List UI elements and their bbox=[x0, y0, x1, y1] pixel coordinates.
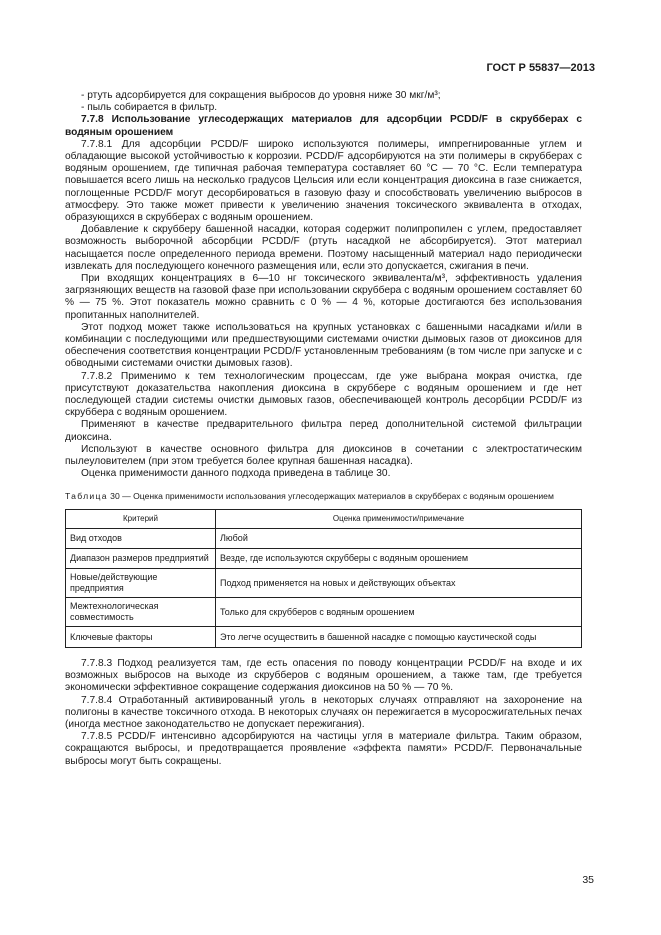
document-header: ГОСТ Р 55837—2013 bbox=[486, 62, 595, 74]
table-caption bbox=[65, 491, 582, 502]
paragraph: Оценка применимости данного подхода приведена в таблице 30. bbox=[81, 468, 391, 480]
paragraph: Добавление к скрубберу башенной насадки, которая содержит полипропилен с углем, предоставляет возможность выборочной абсорбции PCDD/F (ртуть насадкой не абсорбируется). Этот материал насыщается после определенного периода времени. Поэтому насыщенный материал надо периодически извлекать для последующего конечного размещения или, если это допускается, сжигания в печи. bbox=[65, 224, 582, 272]
table-cell: Это легче осуществить в башенной насадке с помощью каустической соды bbox=[216, 627, 582, 648]
table-row bbox=[66, 529, 582, 549]
table-cell: Новые/действующие предприятия bbox=[66, 569, 216, 598]
table-cell: Подход применяется на новых и действующих объектах bbox=[216, 569, 582, 598]
table-cell: Вид отходов bbox=[66, 529, 216, 549]
bullet-item: - пыль собирается в фильтр. bbox=[81, 102, 218, 114]
paragraph: 7.7.8.5 PCDD/F интенсивно адсорбируются на частицы угля в материале фильтра. Таким образом, сокращаются выбросы, и предотвращается проявление «эффекта памяти» PCDD/F. Первоначальные выбросы могут быть сокращены. bbox=[65, 731, 582, 767]
paragraph: Применяют в качестве предварительного фильтра перед дополнительной системой фильтрации диоксина. bbox=[65, 419, 582, 443]
page-number: 35 bbox=[582, 874, 594, 886]
table-cell: Везде, где используются скрубберы с водяным орошением bbox=[216, 549, 582, 569]
paragraph: Этот подход может также использоваться на крупных установках с башенными насадками и/или в комбинации с последующими или предшествующими системами очистки дымовых газов от диоксинов для обеспечения соответствия концентрации PCDD/F установленным требованиям (в том числе при запуске и с обводными системами очистки дымовых газов). bbox=[65, 321, 582, 370]
table-header-row bbox=[66, 510, 582, 529]
paragraph: 7.7.8.2 Применимо к тем технологическим процессам, где уже выбрана мокрая очистка, где присутствуют доказательства накопления диоксина в скруббере с водяным орошением и где нет последующей стадии системы очистки дымовых газов, обеспечивающей контроль десорбции PCDD/F из скруббера с водяным орошением. bbox=[65, 370, 582, 419]
table-cell: Диапазон размеров предприятий bbox=[66, 549, 216, 569]
table-row bbox=[66, 569, 582, 598]
paragraph: 7.7.8.1 Для адсорбции PCDD/F широко используются полимеры, импрегнированные углем и обладающие высокой устойчивостью к коррозии. PCDD/F адсорбируются на эти полимеры в скрубберах с водяным орошением, где типичная рабочая температура составляет 60 °C — 70 °C. Если температура повышается всего лишь на несколько градусов Цельсия или если концентрация диоксина в газе снижается, поглощенные PCDD/F могут десорбироваться в газовую фазу и способствовать увеличению выбросов в атмосферу. Это также может привести к увеличению значения токсического эквивалента в отходах, образующихся в скрубберах с водяным орошением. bbox=[65, 138, 582, 224]
table-caption-text: 30 — Оценка применимости использования углесодержащих материалов в скрубберах с водяным орошением bbox=[107, 490, 554, 501]
table-row bbox=[66, 549, 582, 569]
table-caption-prefix: Таблица bbox=[65, 490, 108, 501]
applicability-table bbox=[65, 509, 582, 648]
paragraph: Используют в качестве основного фильтра для диоксинов в сочетании с электростатическим пылеуловителем (при этом требуется более крупная башенная насадка). bbox=[65, 443, 582, 468]
paragraph: 7.7.8.3 Подход реализуется там, где есть опасения по поводу концентрации PCDD/F на входе и их возможных выбросов на выходе из скрубберов с водяным орошением, а также там, где требуется экономически эффективное сокращение содержания диоксинов на 50 % — 70 %. bbox=[65, 658, 582, 694]
bullet-item: - ртуть адсорбируется для сокращения выбросов до уровня ниже 30 мкг/м³; bbox=[81, 90, 441, 101]
table-cell: Межтехнологическая совместимость bbox=[66, 598, 216, 627]
table-cell: Только для скрубберов с водяным орошением bbox=[216, 598, 582, 627]
table-header-criterion: Критерий bbox=[66, 510, 216, 529]
table-header-assessment: Оценка применимости/примечание bbox=[216, 510, 582, 529]
paragraph: 7.7.8.4 Отработанный активированный уголь в некоторых случаях отправляют на захоронение на полигоны в качестве токсичного отхода. В некоторых случаях он пережигается в мусоросжигательных печах (иногда местное законодательство не допускает пережигания). bbox=[65, 694, 582, 731]
paragraph: При входящих концентрациях в 6—10 нг токсического эквивалента/м³, эффективность удаления загрязняющих веществ на газовой фазе при использовании скруббера с водяным орошением составляет 60 % — 75 %. Этот показатель можно сравнить с 0 % — 4 %, которые достигаются без использования пропитанных наполнителей. bbox=[65, 273, 582, 321]
table-row bbox=[66, 598, 582, 627]
table-cell: Ключевые факторы bbox=[66, 627, 216, 648]
document-body bbox=[65, 90, 582, 768]
table-row bbox=[66, 627, 582, 648]
table-cell: Любой bbox=[216, 529, 582, 549]
section-heading: 7.7.8 Использование углесодержащих материалов для адсорбции PCDD/F в скрубберах с водяным орошением bbox=[65, 114, 582, 138]
